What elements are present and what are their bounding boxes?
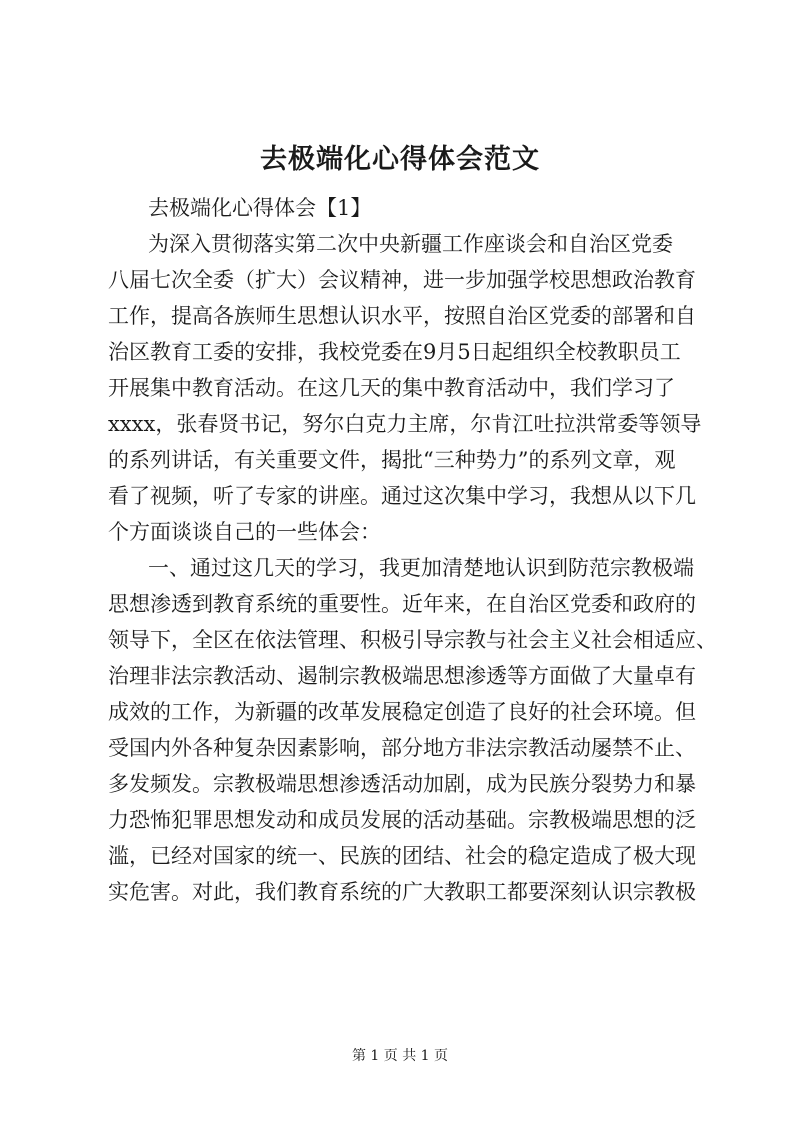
document-title: 去极端化心得体会范文 <box>260 144 540 175</box>
body-line: 的系列讲话，有关重要文件，揭批“三种势力”的系列文章，观 <box>108 448 676 472</box>
body-line: 治理非法宗教活动、遏制宗教极端思想渗透等方面做了大量卓有 <box>108 664 696 688</box>
body-line: xxxx，张春贤书记，努尔白克力主席，尔肯江吐拉洪常委等领导 <box>108 412 702 436</box>
body-line: 滥，已经对国家的统一、民族的团结、社会的稳定造成了极大现 <box>108 844 696 868</box>
body-line: 思想渗透到教育系统的重要性。近年来，在自治区党委和政府的 <box>108 592 696 616</box>
body-line: 一、通过这几天的学习，我更加清楚地认识到防范宗教极端 <box>148 556 694 580</box>
body-line: 治区教育工委的安排，我校党委在9月5日起组织全校教职员工 <box>108 340 681 364</box>
body-line: 工作，提高各族师生思想认识水平，按照自治区党委的部署和自 <box>108 304 696 328</box>
section-heading: 去极端化心得体会【1】 <box>148 196 372 220</box>
body-line: 实危害。对此，我们教育系统的广大教职工都要深刻认识宗教极 <box>108 880 696 904</box>
body-line: 成效的工作，为新疆的改革发展稳定创造了良好的社会环境。但 <box>108 700 696 724</box>
body-line: 为深入贯彻落实第二次中央新疆工作座谈会和自治区党委 <box>148 232 673 256</box>
body-line: 多发频发。宗教极端思想渗透活动加剧，成为民族分裂势力和暴 <box>108 772 696 796</box>
body-line: 受国内外各种复杂因素影响，部分地方非法宗教活动屡禁不止、 <box>108 736 696 760</box>
body-line: 看了视频，听了专家的讲座。通过这次集中学习，我想从以下几 <box>108 484 696 508</box>
body-line: 开展集中教育活动。在这几天的集中教育活动中，我们学习了 <box>108 376 675 400</box>
body-line: 八届七次全委（扩大）会议精神，进一步加强学校思想政治教育 <box>108 268 696 292</box>
body-line: 力恐怖犯罪思想发动和成员发展的活动基础。宗教极端思想的泛 <box>108 808 696 832</box>
body-line: 个方面谈谈自己的一些体会： <box>108 520 381 544</box>
body-line: 领导下，全区在依法管理、积极引导宗教与社会主义社会相适应、 <box>108 628 717 652</box>
page-footer: 第 1 页 共 1 页 <box>351 1048 449 1064</box>
